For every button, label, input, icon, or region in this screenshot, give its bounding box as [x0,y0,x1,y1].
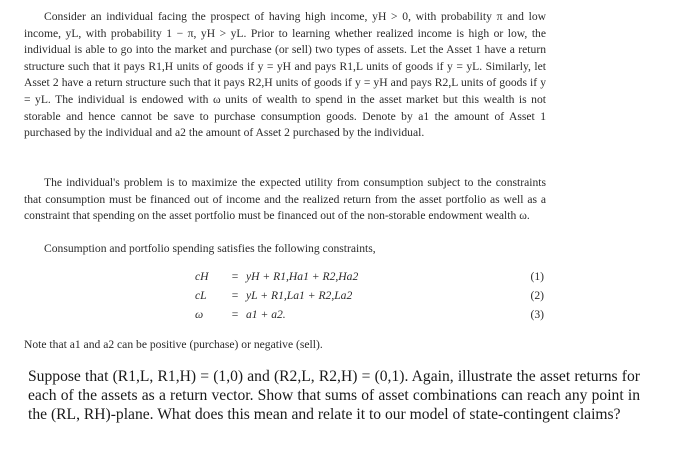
note-text: Note that a1 and a2 can be positive (purchase) or negative (sell). [24,338,323,351]
equation-row-1 [24,270,546,289]
equation-lhs: ω [195,308,204,321]
paragraph-constraints-intro: Consumption and portfolio spending satisfies the following constraints, [44,242,376,255]
equation-lhs: cH [195,270,209,283]
equation-operator: = [231,289,239,302]
equation-lhs: cL [195,289,207,302]
equation-block [24,270,546,327]
equation-number: (2) [530,289,544,302]
equation-operator: = [231,308,239,321]
equation-rhs: yL + R1,La1 + R2,La2 [246,289,353,302]
equation-rhs: yH + R1,Ha1 + R2,Ha2 [246,270,359,283]
equation-number: (1) [530,270,544,283]
equation-row-2 [24,289,546,308]
equation-row-3 [24,308,546,327]
paragraph-setup: Consider an individual facing the prospect of having high income, yH > 0, with probability π and low income, yL, with probability 1 − π, yH > yL. Prior to learning whether realized income is high or low, the individual is able to go into the market and purchase (or sell) two types of assets. Let the Asset 1 have a return structure such that it pays R1,H units of goods if y = yH and pays R1,L units of goods if y = yL. Similarly, let Asset 2 have a return structure such that it pays R2,H units of goods if y = yH and pays R2,L units of goods if y = yL. The individual is endowed with ω units of wealth to spend in the asset market but this wealth is not storable and hence cannot be save to purchase consumption goods. Denote by a1 the amount of Asset 1 purchased by the individual and a2 the amount of Asset 2 purchased by the individual. [24,10,546,140]
equation-rhs: a1 + a2. [246,308,286,321]
equation-number: (3) [530,308,544,321]
equation-operator: = [231,270,239,283]
paragraph-problem: The individual's problem is to maximize the expected utility from consumption subject to the constraints that consumption must be financed out of income and the realized return from the asset portfolio as well as a constraint that spending on the asset portfolio must be financed out of the non-storable endowment wealth ω. [24,176,546,223]
question-text: Suppose that (R1,L, R1,H) = (1,0) and (R2,L, R2,H) = (0,1). Again, illustrate the asset returns for each of the assets as a return vector. Show that sums of asset combinations can reach any point in the (RL, RH)-plane. What does this mean and relate it to our model of state-contingent claims? [28,368,640,423]
